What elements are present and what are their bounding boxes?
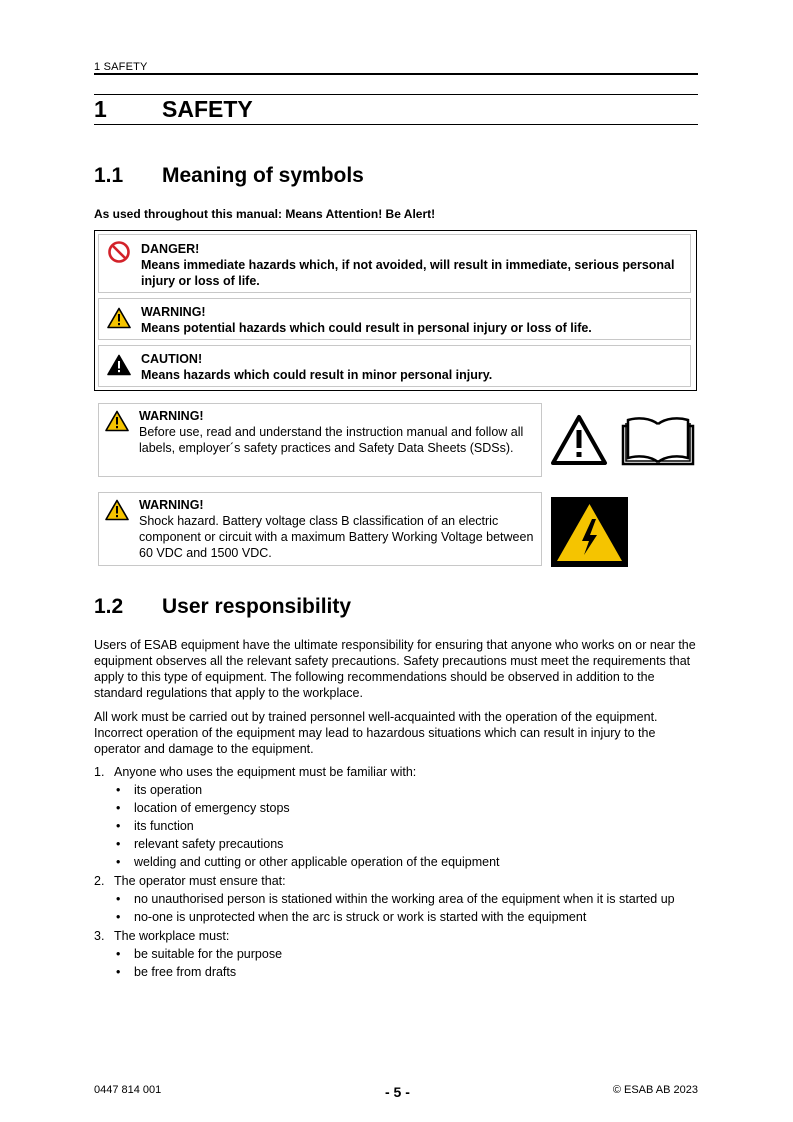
list-item-text: Anyone who uses the equipment must be familiar with:	[114, 765, 417, 779]
warning-text: Before use, read and understand the instruction manual and follow all labels, employer´s safety practices and Safety Data Sheets (SDSs).	[139, 425, 524, 455]
symbol-row-caution	[98, 345, 691, 387]
header-rule	[94, 73, 698, 75]
warning-text: Shock hazard. Battery voltage class B classification of an electric component or circuit with a maximum Battery Working Voltage between 60 VDC and 1500 VDC.	[139, 514, 534, 560]
list-number: 2.	[94, 874, 105, 888]
requirements-list	[94, 763, 700, 982]
warning-read-manual-box	[98, 403, 542, 477]
footer-document-number: 0447 814 001	[94, 1084, 162, 1096]
chapter-rule-bottom	[94, 124, 698, 125]
list-item	[94, 927, 700, 945]
chapter-heading	[94, 96, 253, 123]
list-item	[94, 872, 700, 890]
warning-yellow-triangle-icon	[105, 410, 129, 437]
warning-yellow-triangle-icon	[107, 307, 131, 334]
symbol-row-danger	[98, 234, 691, 293]
list-subitem: • relevant safety precautions	[94, 836, 700, 852]
electric-shock-icon	[551, 497, 628, 572]
symbol-row-warning	[98, 298, 691, 340]
caution-black-triangle-icon	[107, 354, 131, 381]
list-subitem: • no-one is unprotected when the arc is struck or work is started with the equipment	[94, 909, 700, 925]
warning-yellow-triangle-icon	[105, 499, 129, 526]
list-subitem: • be suitable for the purpose	[94, 946, 700, 962]
prohibition-icon	[107, 240, 131, 269]
running-header: 1 SAFETY	[94, 61, 148, 73]
list-subitem: • no unauthorised person is stationed within the working area of the equipment when it is started up	[94, 891, 700, 907]
list-subitem: • welding and cutting or other applicable operation of the equipment	[94, 854, 700, 870]
symbols-intro: As used throughout this manual: Means Attention! Be Alert!	[94, 207, 436, 221]
section-number: 1.1	[94, 164, 124, 187]
warning-shock-hazard-box	[98, 492, 542, 566]
symbol-text-danger: Means immediate hazards which, if not avoided, will result in immediate, serious personal injury or loss of life.	[141, 258, 675, 288]
warning-outline-icon	[550, 414, 608, 471]
list-subitem: • be free from drafts	[94, 964, 700, 980]
warning-label: WARNING!	[139, 498, 204, 512]
section-title: Meaning of symbols	[162, 164, 364, 187]
footer-page-number: - 5 -	[385, 1084, 410, 1100]
symbol-label-caution: CAUTION!	[141, 352, 203, 366]
manual-book-icon	[620, 414, 696, 471]
list-subitem: • its operation	[94, 782, 700, 798]
list-subitem: • its function	[94, 818, 700, 834]
paragraph-responsibility: Users of ESAB equipment have the ultimate responsibility for ensuring that anyone who works on or near the equipment observes all the relevant safety precautions. Safety precautions must meet the requirements that apply to this type of equipment. The following recommendations should be observed in addition to the standard regulations that apply to the workplace.	[94, 638, 696, 700]
chapter-number: 1	[94, 96, 107, 122]
symbol-text-caution: Means hazards which could result in minor personal injury.	[141, 368, 493, 382]
section-heading-user-responsibility	[94, 595, 351, 619]
list-number: 3.	[94, 929, 105, 943]
symbol-text-warning: Means potential hazards which could result in personal injury or loss of life.	[141, 321, 592, 335]
symbol-label-danger: DANGER!	[141, 242, 200, 256]
footer-copyright: © ESAB AB 2023	[612, 1084, 698, 1096]
paragraph-trained-personnel: All work must be carried out by trained personnel well-acquainted with the operation of the equipment. Incorrect operation of the equipment may lead to hazardous situations which can result in injury to the operator and damage to the equipment.	[94, 710, 658, 756]
list-item-text: The operator must ensure that:	[114, 874, 286, 888]
section-number: 1.2	[94, 595, 124, 618]
list-item	[94, 763, 700, 781]
list-item-text: The workplace must:	[114, 929, 230, 943]
symbol-label-warning: WARNING!	[141, 305, 206, 319]
chapter-title: SAFETY	[162, 96, 253, 122]
list-number: 1.	[94, 765, 105, 779]
symbols-table	[94, 230, 697, 391]
chapter-rule-top	[94, 94, 698, 95]
section-heading-symbols	[94, 164, 364, 188]
warning-label: WARNING!	[139, 409, 204, 423]
section-title: User responsibility	[162, 595, 352, 618]
list-subitem: • location of emergency stops	[94, 800, 700, 816]
